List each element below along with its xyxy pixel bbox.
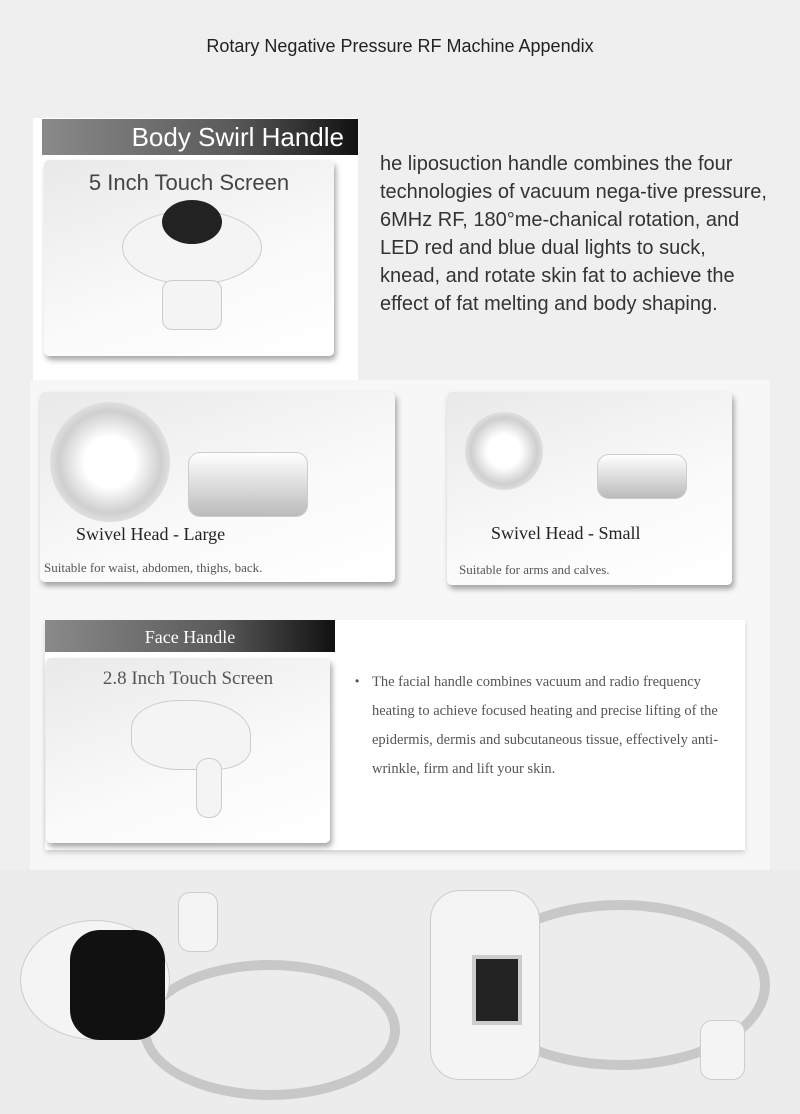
face-handle-header: Face Handle (45, 620, 335, 652)
swivel-large-card (40, 392, 395, 582)
body-handle-description: he liposuction handle combines the four technologies of vacuum nega-tive pressure, 6MHz RF, 180°me-chanical rotation, and LED red and blue dual lights to suck, knead, and rotate skin fat to achieve the effect of fat melting and body shaping. (380, 153, 767, 315)
body-handle-connector (178, 892, 218, 952)
body-handle-subtitle: 5 Inch Touch Screen (88, 170, 290, 195)
face-handle-screen (472, 955, 522, 1025)
bullet: • (355, 674, 360, 688)
swivel-small-side-image (597, 454, 687, 499)
body-handle-screen (70, 930, 165, 1040)
face-handle-subtitle: 2.8 Inch Touch Screen (102, 668, 274, 689)
swivel-small-card (447, 392, 732, 585)
swivel-large-top-image (50, 402, 170, 522)
screen-icon (162, 200, 222, 244)
face-handle-head (131, 700, 251, 770)
swivel-small-top-image (465, 412, 543, 490)
body-handle-cable (140, 960, 400, 1100)
body-handle-header: Body Swirl Handle (42, 119, 358, 155)
handle-grip (162, 280, 222, 330)
swivel-large-caption: Suitable for waist, abdomen, thighs, back. (44, 560, 263, 575)
swivel-large-side-image (188, 452, 308, 517)
face-handle-grip (196, 758, 222, 818)
face-handle-connector (700, 1020, 745, 1080)
swivel-small-label: Swivel Head - Small (491, 523, 641, 543)
page-title: Rotary Negative Pressure RF Machine Appendix (206, 36, 594, 56)
product-photo-area (0, 870, 800, 1114)
face-handle-description: The facial handle combines vacuum and radio frequency heating to achieve focused heating and precise lifting of the epidermis, dermis and subcutaneous tissue, effectively anti-wrinkle, firm and lift your skin. (372, 674, 719, 777)
swivel-large-label: Swivel Head - Large (76, 524, 226, 544)
swivel-small-caption: Suitable for arms and calves. (459, 562, 610, 577)
